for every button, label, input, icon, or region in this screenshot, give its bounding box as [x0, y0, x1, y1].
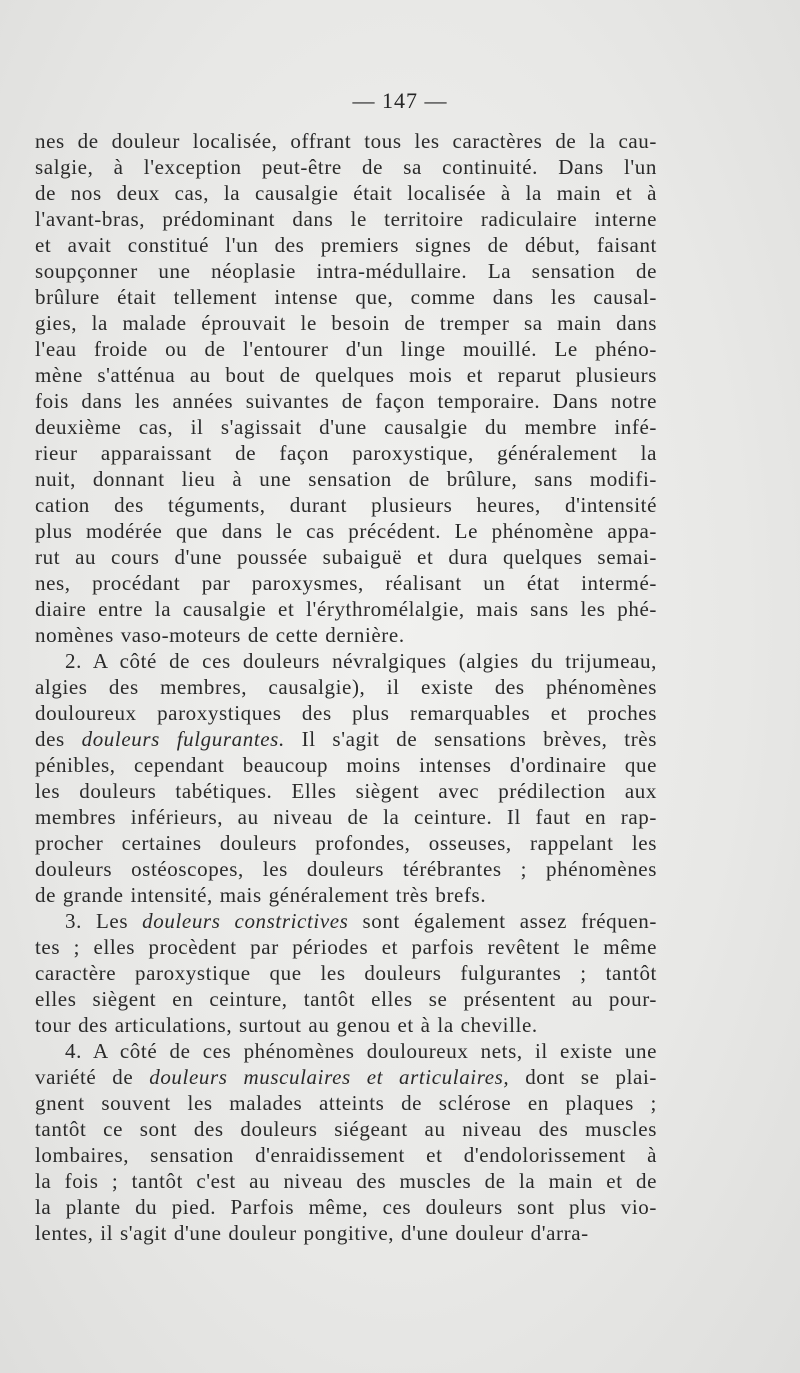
text-line: 2. A côté de ces douleurs névralgiques (algies du trijumeau,: [65, 649, 657, 673]
text-line: cation des téguments, durant plusieurs heures, d'intensité: [35, 493, 657, 517]
text-line: de grande intensité, mais généralement très brefs.: [35, 883, 487, 907]
text-line: gnent souvent les malades atteints de sclérose en plaques ;: [35, 1091, 657, 1115]
text-line: diaire entre la causalgie et l'érythromélalgie, mais sans les phé-: [35, 597, 657, 621]
text-line: tour des articulations, surtout au genou et à la cheville.: [35, 1013, 538, 1037]
text-line: de nos deux cas, la causalgie était localisée à la main et à: [35, 181, 657, 205]
text-line: deuxième cas, il s'agissait d'une causalgie du membre infé-: [35, 415, 657, 439]
italic-term: douleurs constrictives: [142, 909, 349, 933]
text-line: tes ; elles procèdent par périodes et parfois revêtent le même: [35, 935, 657, 959]
text-line: douloureux paroxystiques des plus remarquables et proches: [35, 701, 657, 725]
text-line: salgie, à l'exception peut-être de sa continuité. Dans l'un: [35, 155, 657, 179]
text-segment: des: [35, 727, 82, 751]
text-line: membres inférieurs, au niveau de la ceinture. Il faut en rap-: [35, 805, 657, 829]
text-segment: variété de: [35, 1065, 150, 1089]
text-line: pénibles, cependant beaucoup moins intenses d'ordinaire que: [35, 753, 657, 777]
text-line: caractère paroxystique que les douleurs fulgurantes ; tantôt: [35, 961, 657, 985]
text-line: elles siègent en ceinture, tantôt elles se présentent au pour-: [35, 987, 657, 1011]
text-line: nes, procédant par paroxysmes, réalisant un état intermé-: [35, 571, 657, 595]
text-line: gies, la malade éprouvait le besoin de tremper sa main dans: [35, 311, 657, 335]
text-line: la plante du pied. Parfois même, ces douleurs sont plus vio-: [35, 1195, 657, 1219]
text-segment: Il s'agit de sensations brèves, très: [284, 727, 657, 751]
text-line: procher certaines douleurs profondes, osseuses, rappelant les: [35, 831, 657, 855]
text-line: nomènes vaso-moteurs de cette dernière.: [35, 623, 405, 647]
text-line: tantôt ce sont des douleurs siégeant au niveau des muscles: [35, 1117, 657, 1141]
text-line: l'eau froide ou de l'entourer d'un linge mouillé. Le phéno-: [35, 337, 657, 361]
text-line: [35, 908, 657, 934]
text-line: nes de douleur localisée, offrant tous les caractères de la cau-: [35, 129, 657, 153]
text-line: lentes, il s'agit d'une douleur pongitive, d'une douleur d'arra-: [35, 1221, 589, 1245]
text-line: brûlure était tellement intense que, comme dans les causal-: [35, 285, 657, 309]
text-line: l'avant-bras, prédominant dans le territoire radiculaire interne: [35, 207, 657, 231]
italic-term: douleurs fulgurantes.: [81, 727, 285, 751]
text-line: et avait constitué l'un des premiers signes de début, faisant: [35, 233, 657, 257]
text-line: lombaires, sensation d'enraidissement et d'endolorissement à: [35, 1143, 657, 1167]
page-number: — 147 —: [352, 88, 448, 113]
body-text: [35, 128, 657, 1246]
text-line: douleurs ostéoscopes, les douleurs térébrantes ; phénomènes: [35, 857, 657, 881]
text-line: plus modérée que dans le cas précédent. Le phénomène appa-: [35, 519, 657, 543]
text-line: algies des membres, causalgie), il existe des phénomènes: [35, 675, 657, 699]
text-line: fois dans les années suivantes de façon temporaire. Dans notre: [35, 389, 657, 413]
text-line: rieur apparaissant de façon paroxystique, généralement la: [35, 441, 657, 465]
italic-term: douleurs musculaires et articulaires,: [149, 1065, 510, 1089]
text-line: soupçonner une néoplasie intra-médullaire. La sensation de: [35, 259, 657, 283]
text-line: les douleurs tabétiques. Elles siègent avec prédilection aux: [35, 779, 657, 803]
text-line: 4. A côté de ces phénomènes douloureux nets, il existe une: [65, 1039, 657, 1063]
text-line: nuit, donnant lieu à une sensation de brûlure, sans modifi-: [35, 467, 657, 491]
text-segment: dont se plai-: [509, 1065, 657, 1089]
text-line: rut au cours d'une poussée subaiguë et dura quelques semai-: [35, 545, 657, 569]
text-line: [35, 726, 657, 752]
text-segment: sont également assez fréquen-: [348, 909, 657, 933]
text-line: mène s'atténua au bout de quelques mois et reparut plusieurs: [35, 363, 657, 387]
text-line: [35, 1064, 657, 1090]
text-line: la fois ; tantôt c'est au niveau des muscles de la main et de: [35, 1169, 657, 1193]
text-segment: 3. Les: [65, 909, 143, 933]
